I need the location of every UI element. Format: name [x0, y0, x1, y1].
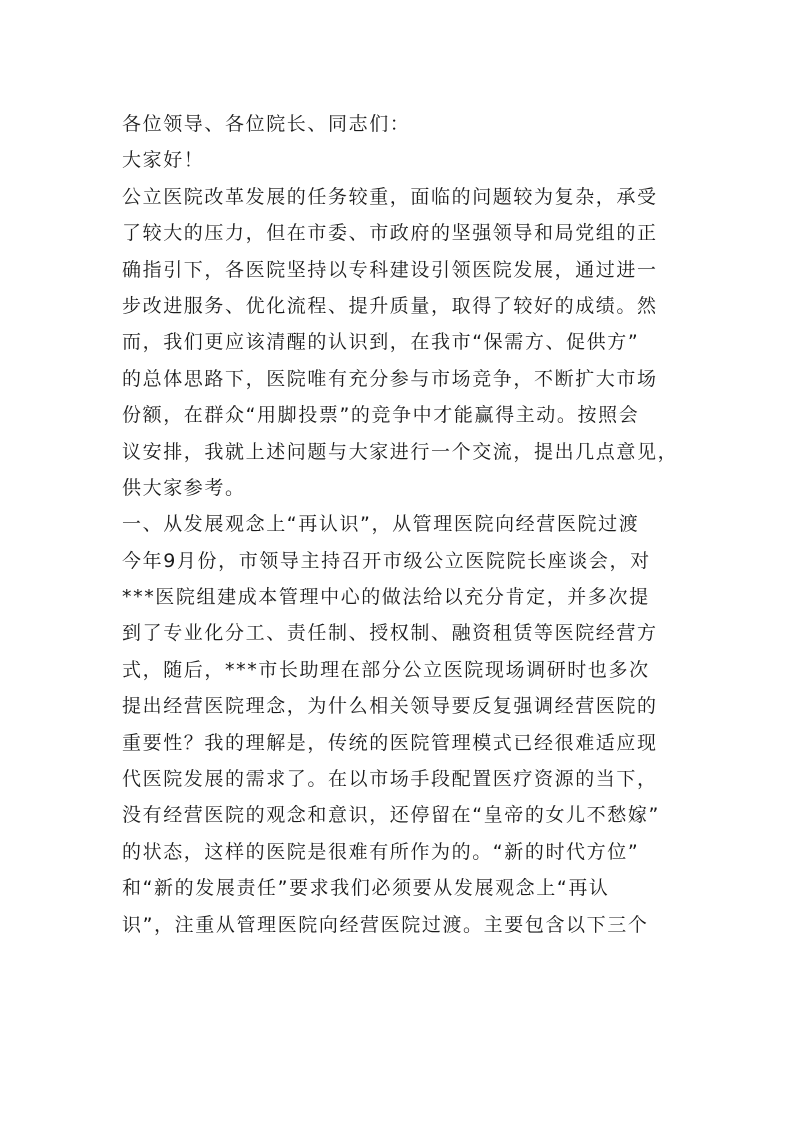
paragraph-line: 没有经营医院的观念和意识，还停留在“皇帝的女儿不愁嫁”: [122, 804, 660, 827]
paragraph-line: 确指引下，各医院坚持以专科建设引领医院发展，通过进一: [122, 258, 658, 281]
paragraph-line: 供大家参考。: [122, 476, 246, 499]
document-body: [122, 106, 682, 943]
paragraph-line: 到了专业化分工、责任制、授权制、融资租赁等医院经营方: [122, 622, 658, 645]
paragraph-line: 今年9月份，市领导主持召开市级公立医院院长座谈会，对: [122, 549, 651, 572]
paragraph-line: 公立医院改革发展的任务较重，面临的问题较为复杂，承受: [122, 185, 658, 208]
paragraph-line: 份额，在群众“用脚投票”的竞争中才能赢得主动。按照会: [122, 404, 640, 427]
paragraph-line: 式，随后，***市长助理在部分公立医院现场调研时也多次: [122, 658, 650, 681]
paragraph-line: 的总体思路下，医院唯有充分参与市场竞争，不断扩大市场: [122, 367, 658, 390]
section-heading: 一、从发展观念上“再认识”，从管理医院向经营医院过渡: [122, 513, 640, 536]
paragraph-line: 步改进服务、优化流程、提升质量，取得了较好的成绩。然: [122, 294, 658, 317]
paragraph-line: 重要性？我的理解是，传统的医院管理模式已经很难适应现: [122, 731, 658, 754]
paragraph-line: 代医院发展的需求了。在以市场手段配置医疗资源的当下，: [122, 768, 658, 791]
paragraph-line: 识”，注重从管理医院向经营医院过渡。主要包含以下三个: [122, 913, 649, 936]
paragraph-line: 议安排，我就上述问题与大家进行一个交流，提出几点意见，: [122, 440, 679, 463]
paragraph-line: 和“新的发展责任”要求我们必须要从发展观念上“再认: [122, 877, 610, 900]
salutation-line: 各位领导、各位院长、同志们：: [122, 113, 411, 135]
paragraph-line: 了较大的压力，但在市委、市政府的坚强领导和局党组的正: [122, 222, 658, 245]
paragraph-line: 提出经营医院理念，为什么相关领导要反复强调经营医院的: [122, 695, 658, 718]
paragraph-line: ***医院组建成本管理中心的做法给以充分肯定，并多次提: [122, 586, 650, 609]
paragraph-line: 而，我们更应该清醒的认识到，在我市“保需方、促供方”: [122, 331, 640, 354]
greeting-line: 大家好！: [122, 149, 205, 172]
paragraph-line: 的状态，这样的医院是很难有所作为的。“新的时代方位”: [122, 840, 640, 863]
